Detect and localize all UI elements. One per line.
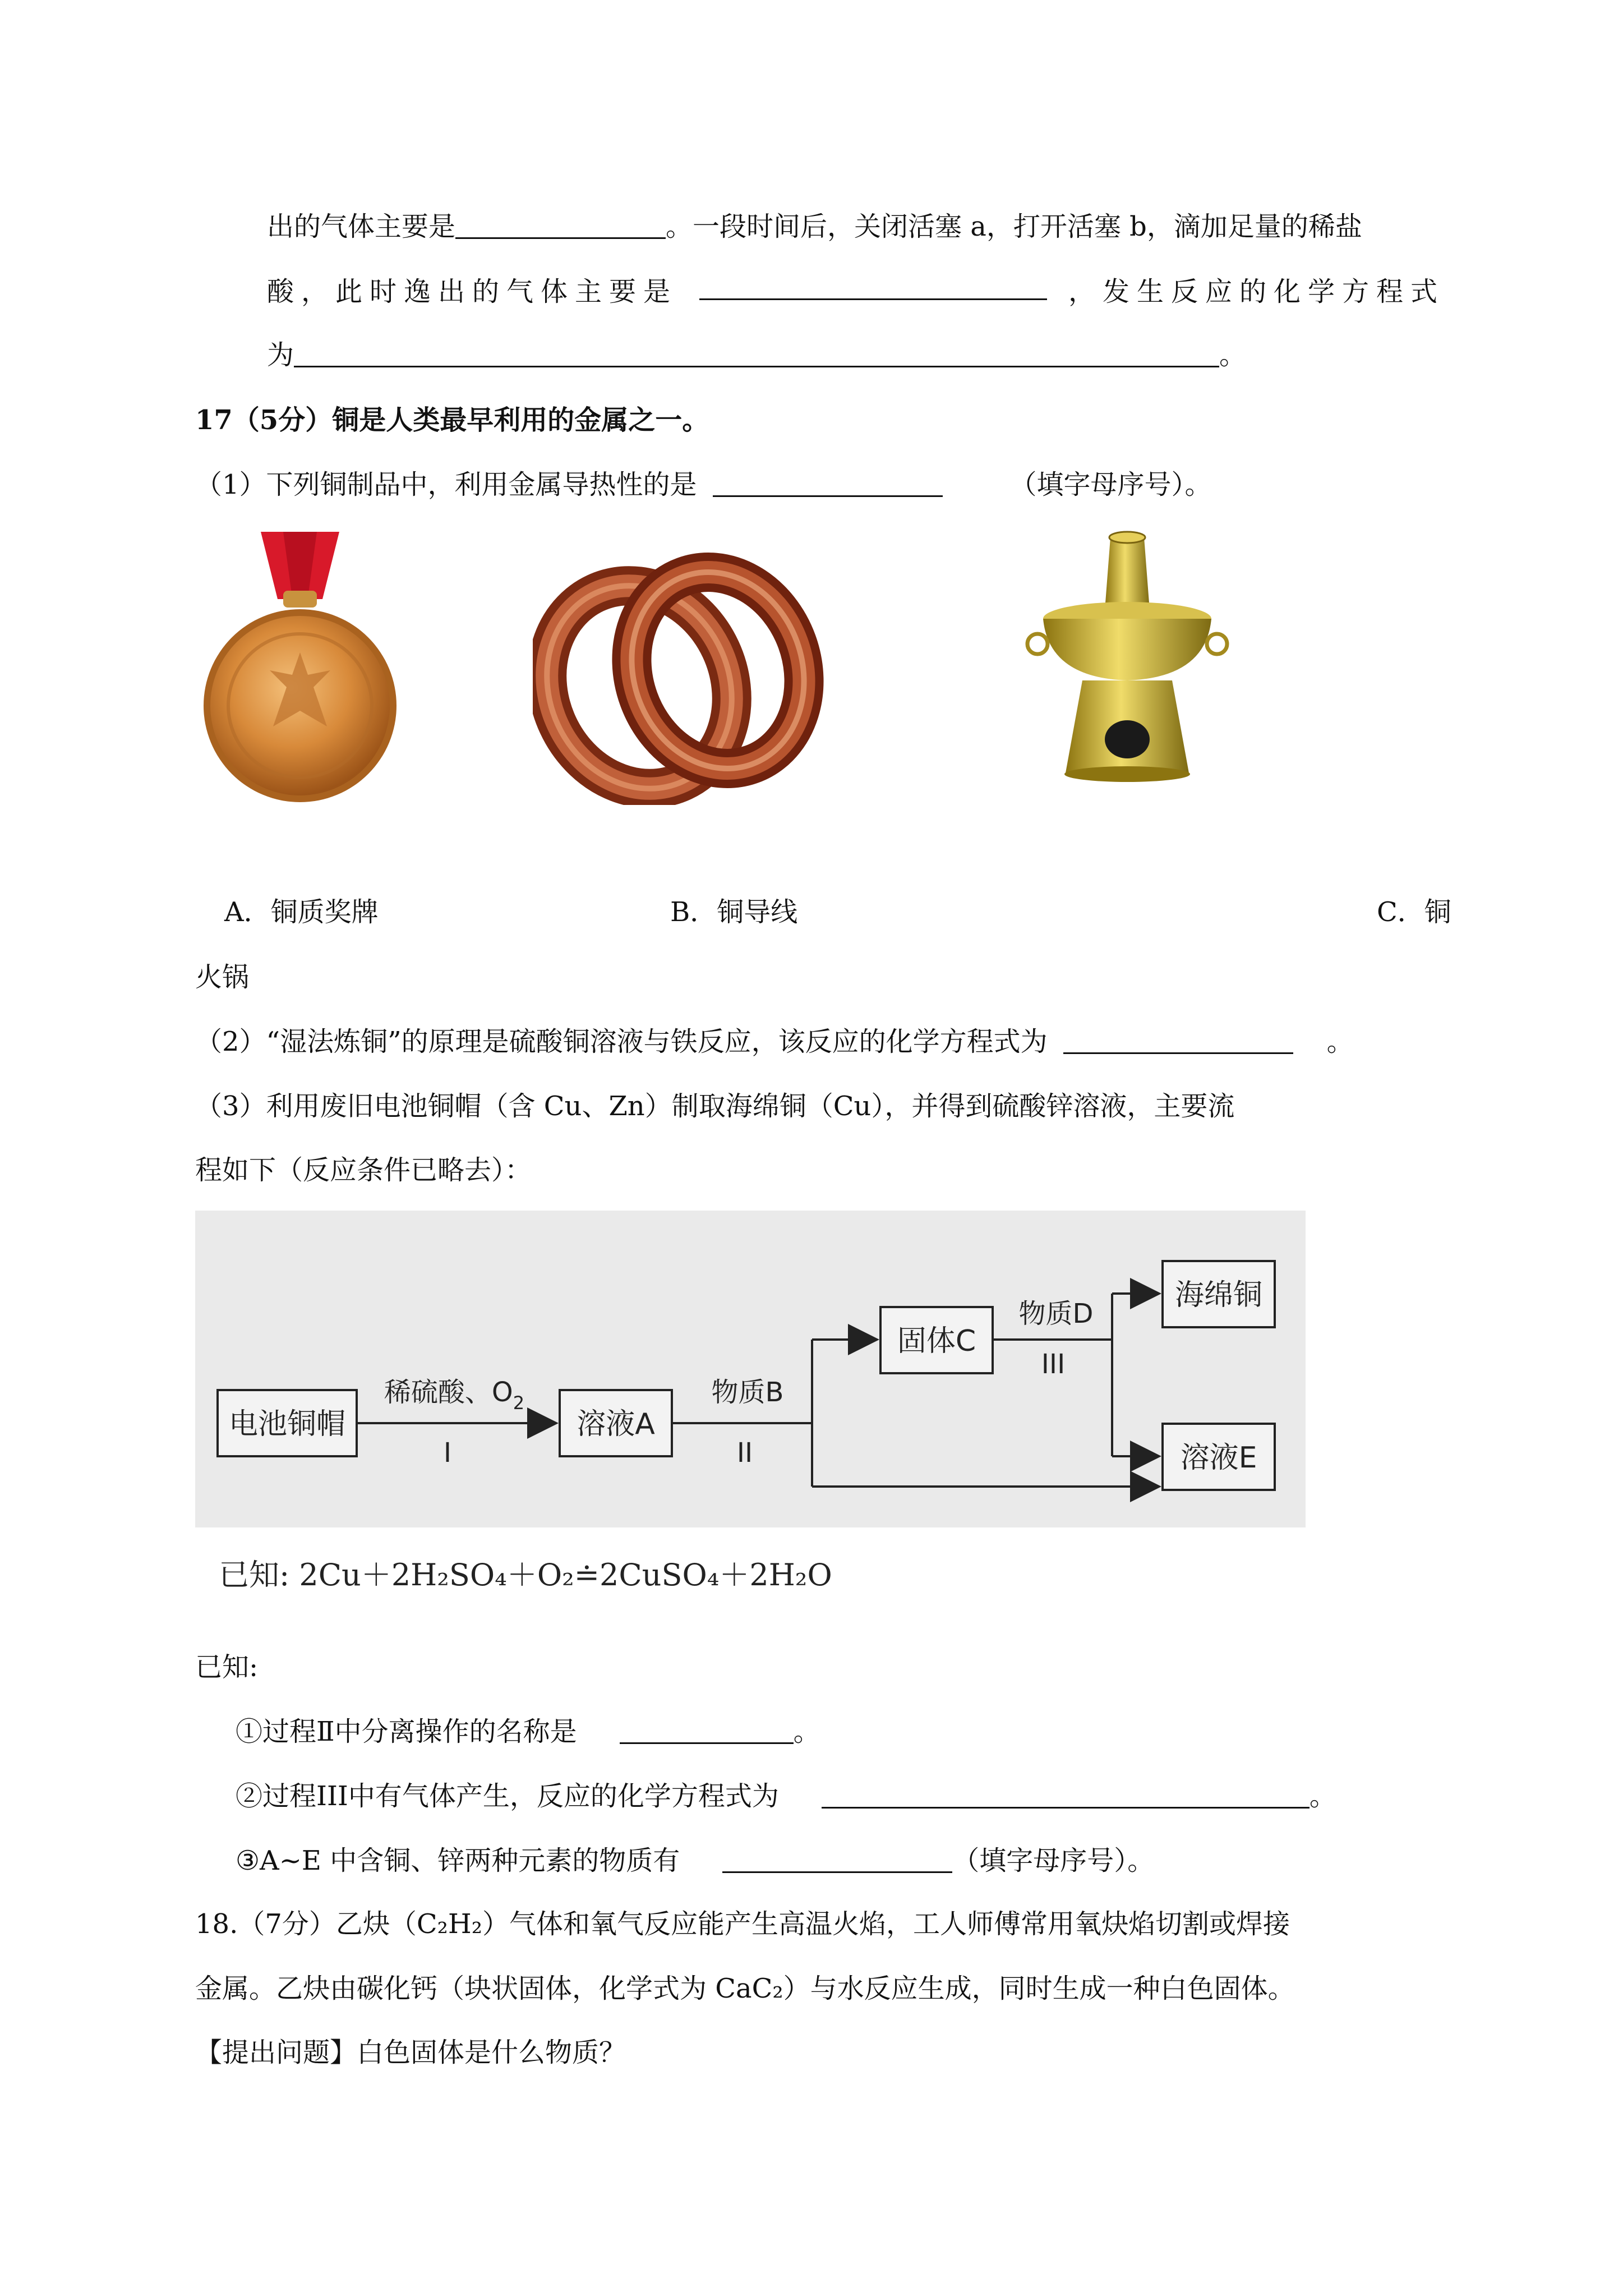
q16-text: 酸，此时逸出的气体主要是 [267,276,678,307]
q16-line-2 [267,274,1445,310]
q17-text: ①过程Ⅱ中分离操作的名称是 [236,1716,577,1747]
answer-blank[interactable] [822,1782,1310,1809]
q17-sub2 [236,1778,1336,1814]
q16-line-1 [267,209,1362,245]
q18-line-3: 【提出问题】白色固体是什么物质？ [195,2037,626,2068]
box-battery-cap-label: 电池铜帽 [228,1407,346,1441]
answer-blank[interactable] [620,1718,794,1744]
step2-number: II [736,1437,753,1469]
q17-text: （填字母序号）。 [1009,469,1212,500]
q16-text: 。一段时间后，关闭活塞 a，打开活塞 b，滴加足量的稀盐 [666,211,1362,242]
step2-reagent: 物质B [711,1377,784,1408]
q16-text: 。 [1219,339,1247,371]
known-equation-label: 已知: [219,1557,290,1593]
q17-text: 。 [1326,1026,1354,1057]
box-sponge-copper-label: 海绵铜 [1174,1278,1263,1312]
q17-text: ②过程III中有气体产生，反应的化学方程式为 [236,1780,779,1812]
q17-text: ③A~E 中含铜、锌两种元素的物质有 [236,1845,680,1876]
q17-text: 。 [1309,1780,1336,1812]
option-c: C．铜 [1377,896,1451,928]
known-equation: 2Cu＋2H₂SO₄＋O₂≐2CuSO₄＋2H₂O [299,1557,832,1593]
process-flow-diagram [195,1211,1306,1527]
q17-sub1 [236,1714,820,1750]
q16-line-3 [267,337,1246,373]
q17-text: 。 [793,1716,820,1747]
step1-reagent: 稀硫酸、$O_2$ [384,1377,525,1414]
option-b: B．铜导线 [670,896,798,928]
q18-line-1: 18.（7分）乙炔（C₂H₂）气体和氧气反应能产生高温火焰，工人师傅常用氧炔焰切割或焊接 [195,1908,1290,1940]
step3-number: III [1041,1349,1066,1380]
step1-number: I [443,1437,452,1469]
option-a: A．铜质奖牌 [224,896,379,928]
answer-blank[interactable] [713,471,943,497]
option-c-continued: 火锅 [195,961,250,993]
answer-blank[interactable] [455,213,666,239]
q17-part3-line2: 程如下（反应条件已略去）： [195,1154,532,1186]
q16-text: 为 [267,339,294,371]
q17-heading: 17（5分）铜是人类最早利用的金属之一。 [195,404,709,436]
q18-line-2: 金属。乙炔由碳化钙（块状固体，化学式为 CaC₂）与水反应生成，同时生成一种白色固体。 [195,1973,1295,2004]
box-solid-c-label: 固体C [897,1324,976,1358]
answer-blank[interactable] [699,274,1047,300]
box-solution-a-label: 溶液A [577,1407,655,1441]
q17-text: （1）下列铜制品中，利用金属导热性的是 [195,469,697,500]
copper-medal-image [199,532,401,807]
q17-part1 [195,467,1212,503]
q16-text: ，发生反应的化学方程式 [1068,276,1445,307]
step3-reagent: 物质D [1018,1298,1094,1329]
box-solution-e-label: 溶液E [1180,1441,1257,1475]
q16-text: 出的气体主要是 [267,211,456,242]
known-equation-image [219,1553,832,1598]
q17-part2 [195,1024,1354,1060]
copper-wire-image [533,547,824,805]
answer-blank[interactable] [1063,1028,1293,1054]
q17-text: （2）“湿法炼铜”的原理是硫酸铜溶液与铁反应，该反应的化学方程式为 [195,1026,1048,1057]
q17-text: （填字母序号）。 [952,1845,1155,1876]
copper-hotpot-image [1015,526,1239,795]
q17-known: 已知: [195,1651,259,1683]
q17-part3-line1: （3）利用废旧电池铜帽（含 Cu、Zn）制取海绵铜（Cu），并得到硫酸锌溶液，主要流 [195,1091,1235,1122]
answer-blank[interactable] [294,341,1219,367]
q17-sub3 [236,1843,1154,1879]
answer-blank[interactable] [722,1847,952,1873]
